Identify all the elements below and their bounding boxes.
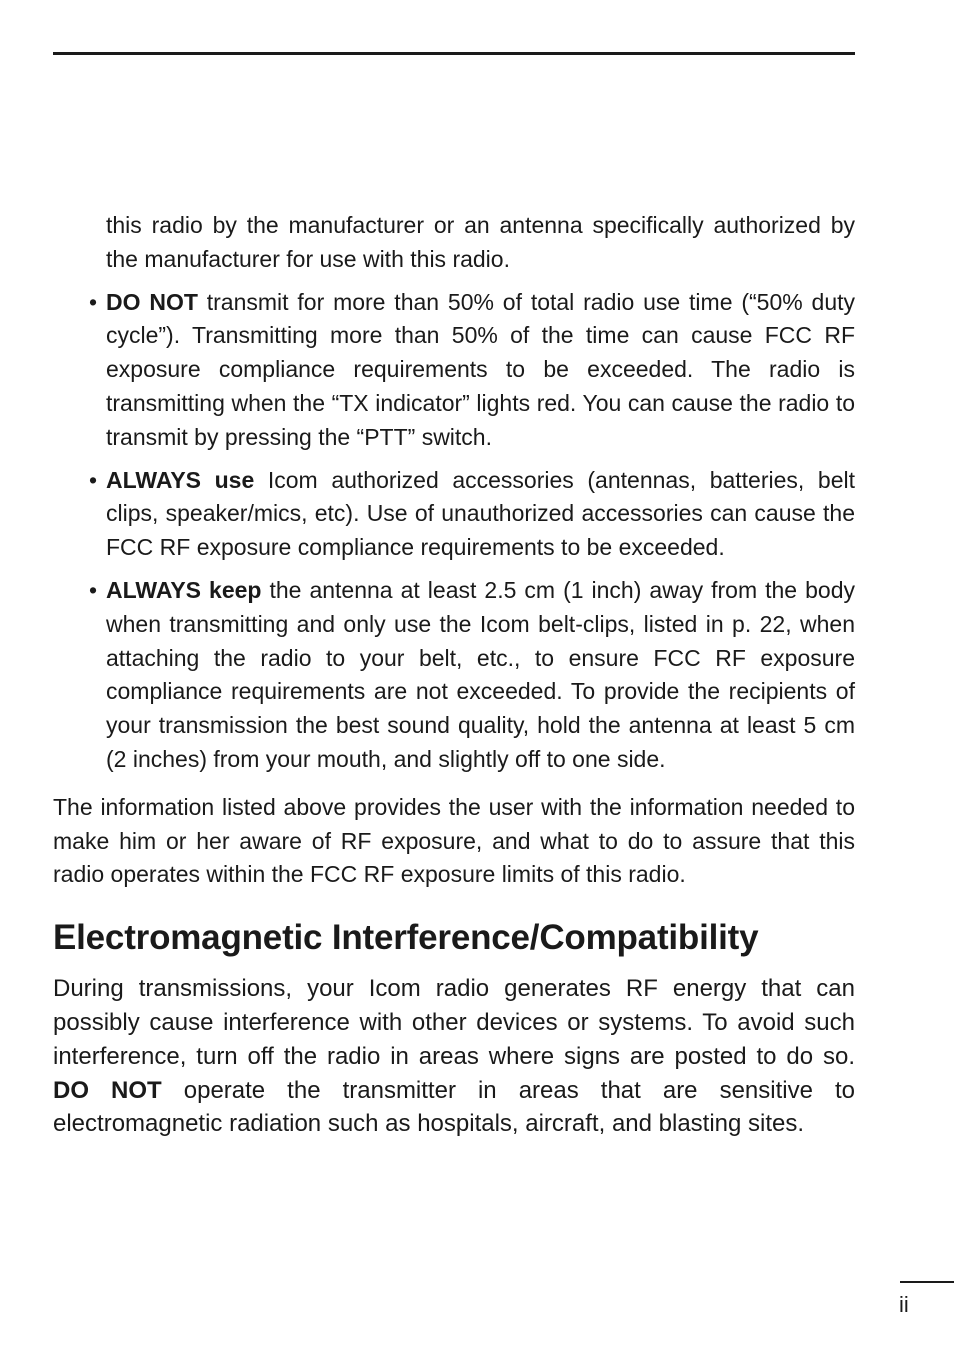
header-rule xyxy=(53,52,855,55)
bullet-text: the antenna at least 2.5 cm (1 inch) away from the body when transmitting and only use the Icom belt-clips, listed in p. 22, when attaching the radio to your belt, etc., to ensure FCC RF exposure compliance requirements are not exceeded. To provide the recipients of your transmission the best sound quality, hold the antenna at least 5 cm (2 inches) from your mouth, and slightly off to one side. xyxy=(106,576,855,772)
bullet-always-use xyxy=(89,464,855,565)
bullet-text: transmit for more than 50% of total radio use time (“50% duty cycle”). Transmitting more than 50% of the time can cause FCC RF exposure compliance requirements to be exceeded. The radio is transmitting when the “TX indicator” lights red. You can cause the radio to transmit by pressing the “PTT” switch. xyxy=(106,288,856,450)
page-number: ii xyxy=(899,1292,909,1317)
bullet-lead: DO NOT xyxy=(106,288,198,315)
section-paragraph xyxy=(53,972,855,1141)
bullet-mark: • xyxy=(89,288,98,315)
bullet-text: Icom authorized accessories (antennas, batteries, belt clips, speaker/mics, etc). Use of unauthorized accessories can cause the FCC RF exposure compliance requirements to be exceeded. xyxy=(106,466,855,561)
section-paragraph-part1: During transmissions, your Icom radio generates RF energy that can possibly cause interference with other devices or systems. To avoid such interference, turn off the radio in areas where signs are posted to do so. xyxy=(53,975,855,1070)
continued-bullet-text: this radio by the manufacturer or an antenna specifically authorized by the manufacturer for use with this radio. xyxy=(106,212,855,272)
closing-paragraph: The information listed above provides the user with the information needed to make him or her aware of RF exposure, and what to do to assure that this radio operates within the FCC RF exposure limits of this radio. xyxy=(53,793,855,888)
section-paragraph-part2: operate the transmitter in areas that are sensitive to electromagnetic radiation such as hospitals, aircraft, and blasting sites. xyxy=(53,1076,856,1138)
bullet-lead: ALWAYS use xyxy=(106,466,255,493)
section-paragraph-bold: DO NOT xyxy=(53,1076,162,1104)
page-body xyxy=(53,209,855,1141)
bullet-lead: ALWAYS keep xyxy=(106,576,262,603)
bullet-mark: • xyxy=(89,576,98,603)
bullet-do-not-transmit xyxy=(89,286,856,455)
section-heading: Electromagnetic Interference/Compatibility xyxy=(53,918,759,958)
bullet-mark: • xyxy=(89,466,98,493)
bullet-always-keep xyxy=(89,574,855,777)
footer-rule xyxy=(900,1281,954,1283)
